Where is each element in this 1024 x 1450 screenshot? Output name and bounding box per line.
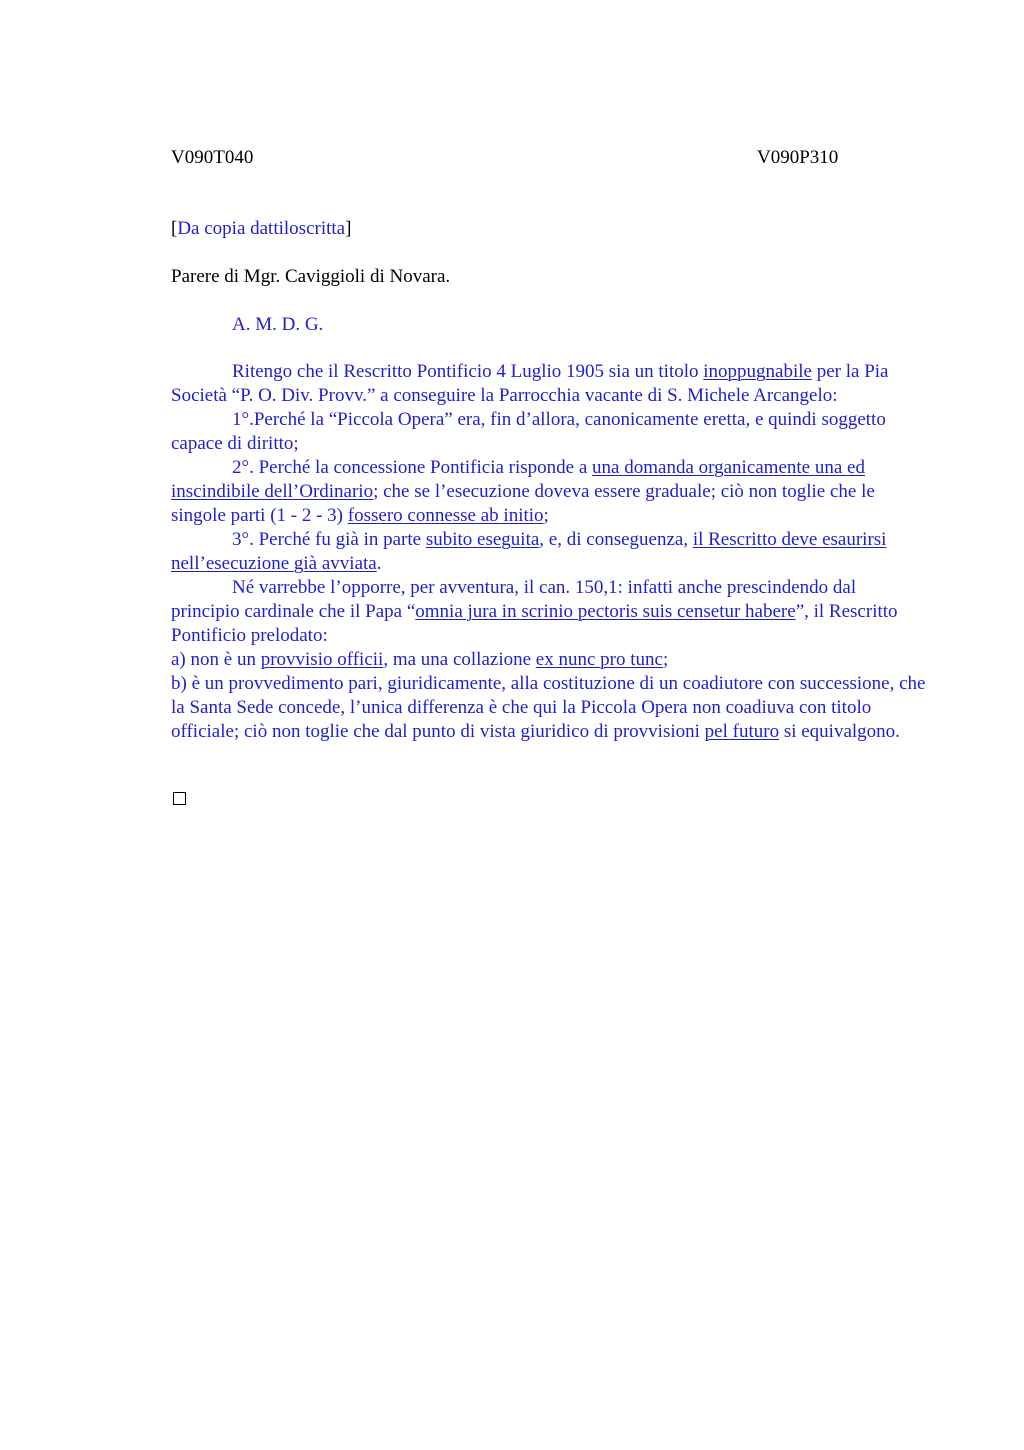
text-run: b) è un provvedimento pari, giuridicamente, alla costituzione di un coadiutore con successione, che la Santa Sede concede, l’unica differenza è che qui la Piccola Opera non coadiuva con titolo officiale; ciò non toglie che dal punto di vista giuridico di provvisioni (171, 673, 926, 742)
underlined-text: inoppugnabile (703, 361, 812, 382)
underlined-text: subito eseguita (425, 529, 540, 550)
text-run: 1°.Perché la “Piccola Opera” era, fin d’allora, canonicamente eretta, e quindi soggetto capace di diritto; (171, 409, 886, 454)
header-left-code: V090T040 (171, 147, 254, 168)
amdg-heading: A. M. D. G. (232, 314, 324, 335)
paragraph-item-a (171, 648, 926, 672)
text-run: ; (662, 649, 669, 670)
source-note-open-bracket: [ (171, 218, 178, 239)
paragraph-point-1 (171, 408, 926, 456)
text-run: per la Pia Società “P. O. Div. Provv.” a conseguire la Parrocchia vacante di S. Michele Arcangelo: (171, 361, 889, 406)
paragraph-item-b (171, 672, 926, 744)
underlined-text: provvisio officii (260, 649, 384, 670)
source-note-text: Da copia dattiloscritta (177, 218, 346, 239)
text-run: , ma una collazione (383, 649, 536, 670)
end-square-icon (173, 792, 186, 805)
paragraph-point-2 (171, 456, 926, 528)
document-title: Parere di Mgr. Caviggioli di Novara. (171, 266, 451, 287)
paragraph-intro (171, 360, 926, 408)
text-run: ; (543, 505, 549, 526)
underlined-text: pel futuro (704, 721, 780, 742)
text-run: Né varrebbe l’opporre, per avventura, il can. 150,1: infatti anche prescindendo dal principio cardinale che il Papa “ (171, 577, 857, 622)
text-run: ”, il Rescritto Pontificio prelodato: (171, 601, 898, 646)
text-run: . (376, 553, 382, 574)
header-right-code: V090P310 (757, 147, 839, 168)
header (171, 146, 931, 170)
text-run: , e, di conseguenza, (539, 529, 693, 550)
text-run: ; che se l’esecuzione doveva essere graduale; ciò non toglie che le singole parti (1 - 2 - 3) (171, 481, 875, 526)
underlined-text: fossero connesse ab initio (347, 505, 544, 526)
source-note (171, 217, 926, 241)
source-note-close-bracket: ] (345, 218, 352, 239)
paragraph-objection (171, 576, 926, 648)
text-run: Ritengo che il Rescritto Pontificio 4 Luglio 1905 sia un titolo (232, 361, 704, 382)
text-run: 3°. Perché fu già in parte (232, 529, 426, 550)
underlined-text: omnia jura in scrinio pectoris suis censetur habere (415, 601, 796, 622)
text-run: 2°. Perché la concessione Pontificia risponde a (232, 457, 593, 478)
underlined-text: ex nunc pro tunc (535, 649, 663, 670)
underlined-text: il Rescritto deve esaurirsi nell’esecuzione già avviata (171, 529, 887, 574)
text-run: si equivalgono. (779, 721, 900, 742)
paragraph-point-3 (171, 528, 926, 576)
text-run: a) non è un (171, 649, 261, 670)
body-text (171, 360, 926, 744)
underlined-text: una domanda organicamente una ed inscindibile dell’Ordinario (171, 457, 865, 502)
